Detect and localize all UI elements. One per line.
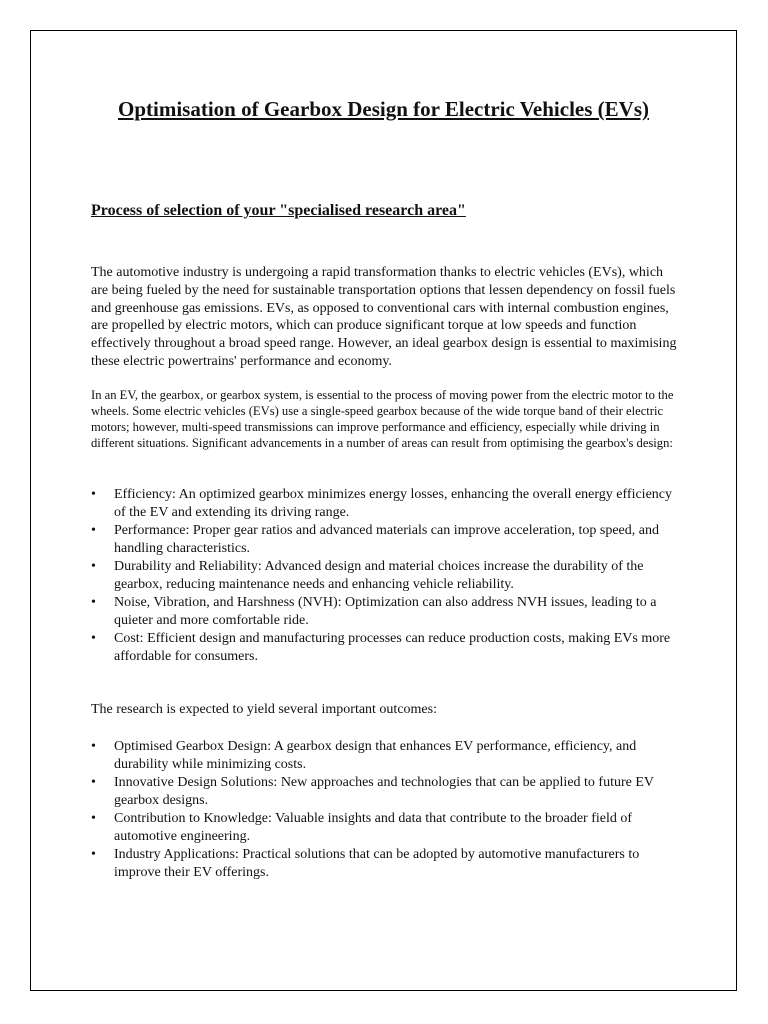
- list-item: [91, 810, 683, 846]
- benefit-text: Performance: Proper gear ratios and advanced materials can improve acceleration, top speed, and handling characteristics.: [114, 523, 659, 556]
- list-item: [91, 486, 683, 522]
- benefit-text: Durability and Reliability: Advanced design and material choices increase the durability of the gearbox, reducing maintenance needs and enhancing vehicle reliability.: [114, 559, 644, 592]
- list-item: [91, 558, 683, 594]
- benefits-list: [91, 486, 683, 666]
- bullet-icon: •: [91, 775, 96, 790]
- list-item: [91, 522, 683, 558]
- outcomes-list: [91, 738, 683, 882]
- outcome-text: Optimised Gearbox Design: A gearbox design that enhances EV performance, efficiency, and durability while minimizing costs.: [114, 739, 637, 772]
- intro-paragraph: The automotive industry is undergoing a rapid transformation thanks to electric vehicles (EVs), which are being fueled by the need for sustainable transportation options that lessen dependency on fossil fuels and greenhouse gas emissions. EVs, as opposed to conventional cars with internal combustion engines, are propelled by electric motors, which can produce significant torque at low speeds and function effectively throughout a broad speed range. However, an ideal gearbox design is essential to maximising these electric powertrains' performance and economy.: [91, 265, 677, 369]
- list-item: [91, 774, 683, 810]
- bullet-icon: •: [91, 631, 96, 646]
- bullet-icon: •: [91, 523, 96, 538]
- bullet-icon: •: [91, 739, 96, 754]
- bullet-icon: •: [91, 487, 96, 502]
- document-title: Optimisation of Gearbox Design for Electric Vehicles (EVs): [118, 97, 649, 121]
- bullet-icon: •: [91, 559, 96, 574]
- list-item: [91, 630, 683, 666]
- benefit-text: Noise, Vibration, and Harshness (NVH): Optimization can also address NVH issues, leading to a quieter and more comfortable ride.: [114, 595, 657, 628]
- document-page: [30, 30, 737, 991]
- gearbox-paragraph: In an EV, the gearbox, or gearbox system, is essential to the process of moving power from the electric motor to the wheels. Some electric vehicles (EVs) use a single-speed gearbox because of the wide torque band of their electric motors; however, multi-speed transmissions can improve performance and efficiency, especially while driving in different situations. Significant advancements in a number of areas can result from optimising the gearbox's design:: [91, 388, 674, 450]
- list-item: [91, 738, 683, 774]
- list-item: [91, 594, 683, 630]
- section-heading: Process of selection of your "specialised research area": [91, 202, 466, 219]
- outcome-text: Industry Applications: Practical solutions that can be adopted by automotive manufacturers to improve their EV offerings.: [114, 847, 640, 880]
- outcome-text: Contribution to Knowledge: Valuable insights and data that contribute to the broader field of automotive engineering.: [114, 811, 633, 844]
- bullet-icon: •: [91, 595, 96, 610]
- bullet-icon: •: [91, 847, 96, 862]
- benefit-text: Efficiency: An optimized gearbox minimizes energy losses, enhancing the overall energy efficiency of the EV and extending its driving range.: [114, 487, 673, 520]
- outcome-text: Innovative Design Solutions: New approaches and technologies that can be applied to future EV gearbox designs.: [114, 775, 654, 808]
- benefit-text: Cost: Efficient design and manufacturing processes can reduce production costs, making EVs more affordable for consumers.: [114, 631, 671, 664]
- bullet-icon: •: [91, 811, 96, 826]
- list-item: [91, 846, 683, 882]
- outcomes-intro: The research is expected to yield several important outcomes:: [91, 702, 437, 717]
